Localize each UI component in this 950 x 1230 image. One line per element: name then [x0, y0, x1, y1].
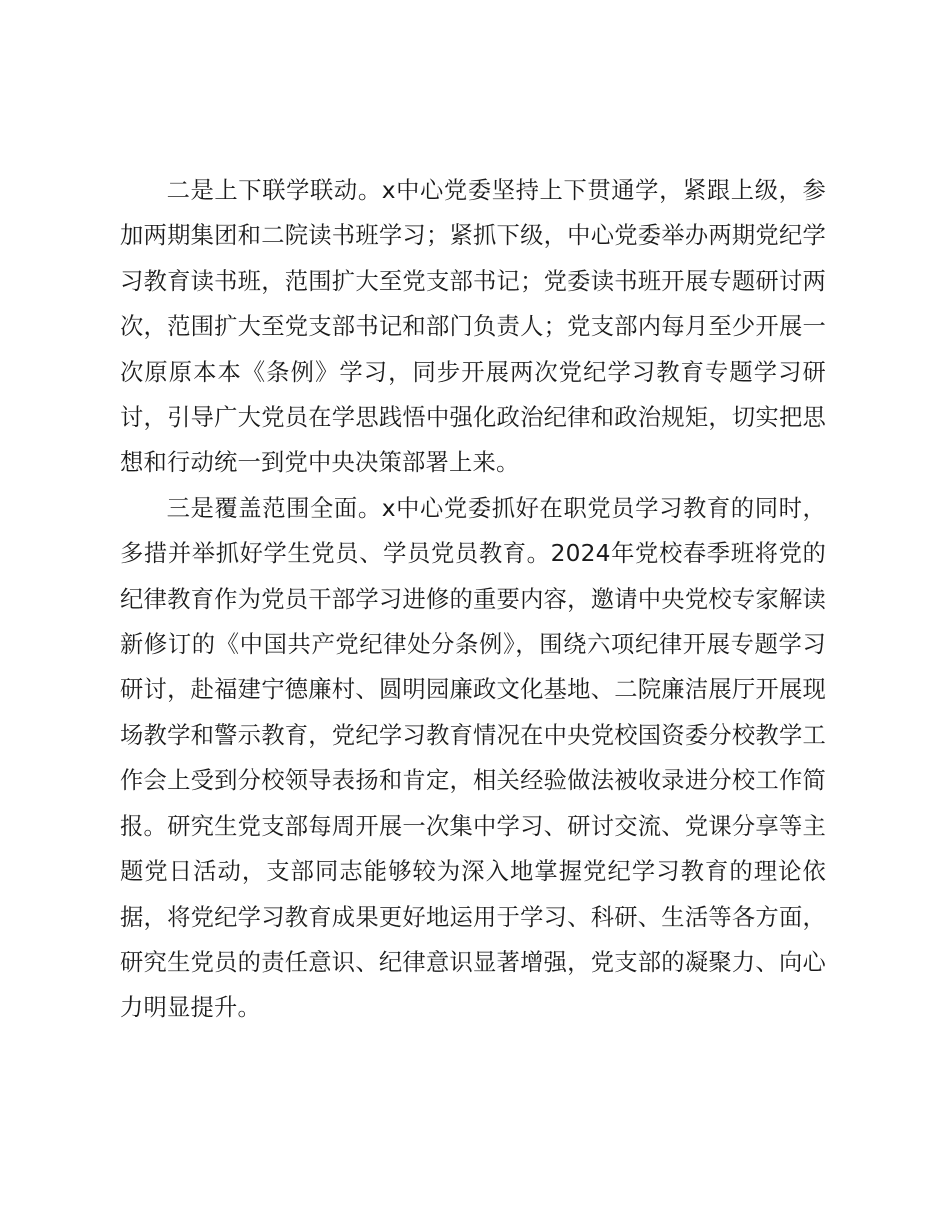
paragraph-up-down-linkage: 二是上下联学联动。x中心党委坚持上下贯通学，紧跟上级，参加两期集团和二院读书班学习；紧抓下级，中心党委举办两期党纪学习教育读书班，范围扩大至党支部书记；党委读书班开展专题研讨两次，范围扩大至党支部书记和部门负责人；党支部内每月至少开展一次原原本本《条例》学习，同步开展两次党纪学习教育专题学习研讨，引导广大党员在学思践悟中强化政治纪律和政治规矩，切实把思想和行动统一到党中央决策部署上来。: [120, 177, 826, 477]
document-body: [120, 168, 826, 1031]
paragraph-full-coverage: 三是覆盖范围全面。x中心党委抓好在职党员学习教育的同时，多措并举抓好学生党员、学员党员教育。2024年党校春季班将党的纪律教育作为党员干部学习进修的重要内容，邀请中央党校专家解读新修订的《中国共产党纪律处分条例》，围绕六项纪律开展专题学习研讨，赴福建宁德廉村、圆明园廉政文化基地、二院廉洁展厅开展现场教学和警示教育，党纪学习教育情况在中央党校国资委分校教学工作会上受到分校领导表扬和肯定，相关经验做法被收录进分校工作简报。研究生党支部每周开展一次集中学习、研讨交流、党课分享等主题党日活动，支部同志能够较为深入地掌握党纪学习教育的理论依据，将党纪学习教育成果更好地运用于学习、科研、生活等各方面，研究生党员的责任意识、纪律意识显著增强，党支部的凝聚力、向心力明显提升。: [120, 494, 826, 1022]
